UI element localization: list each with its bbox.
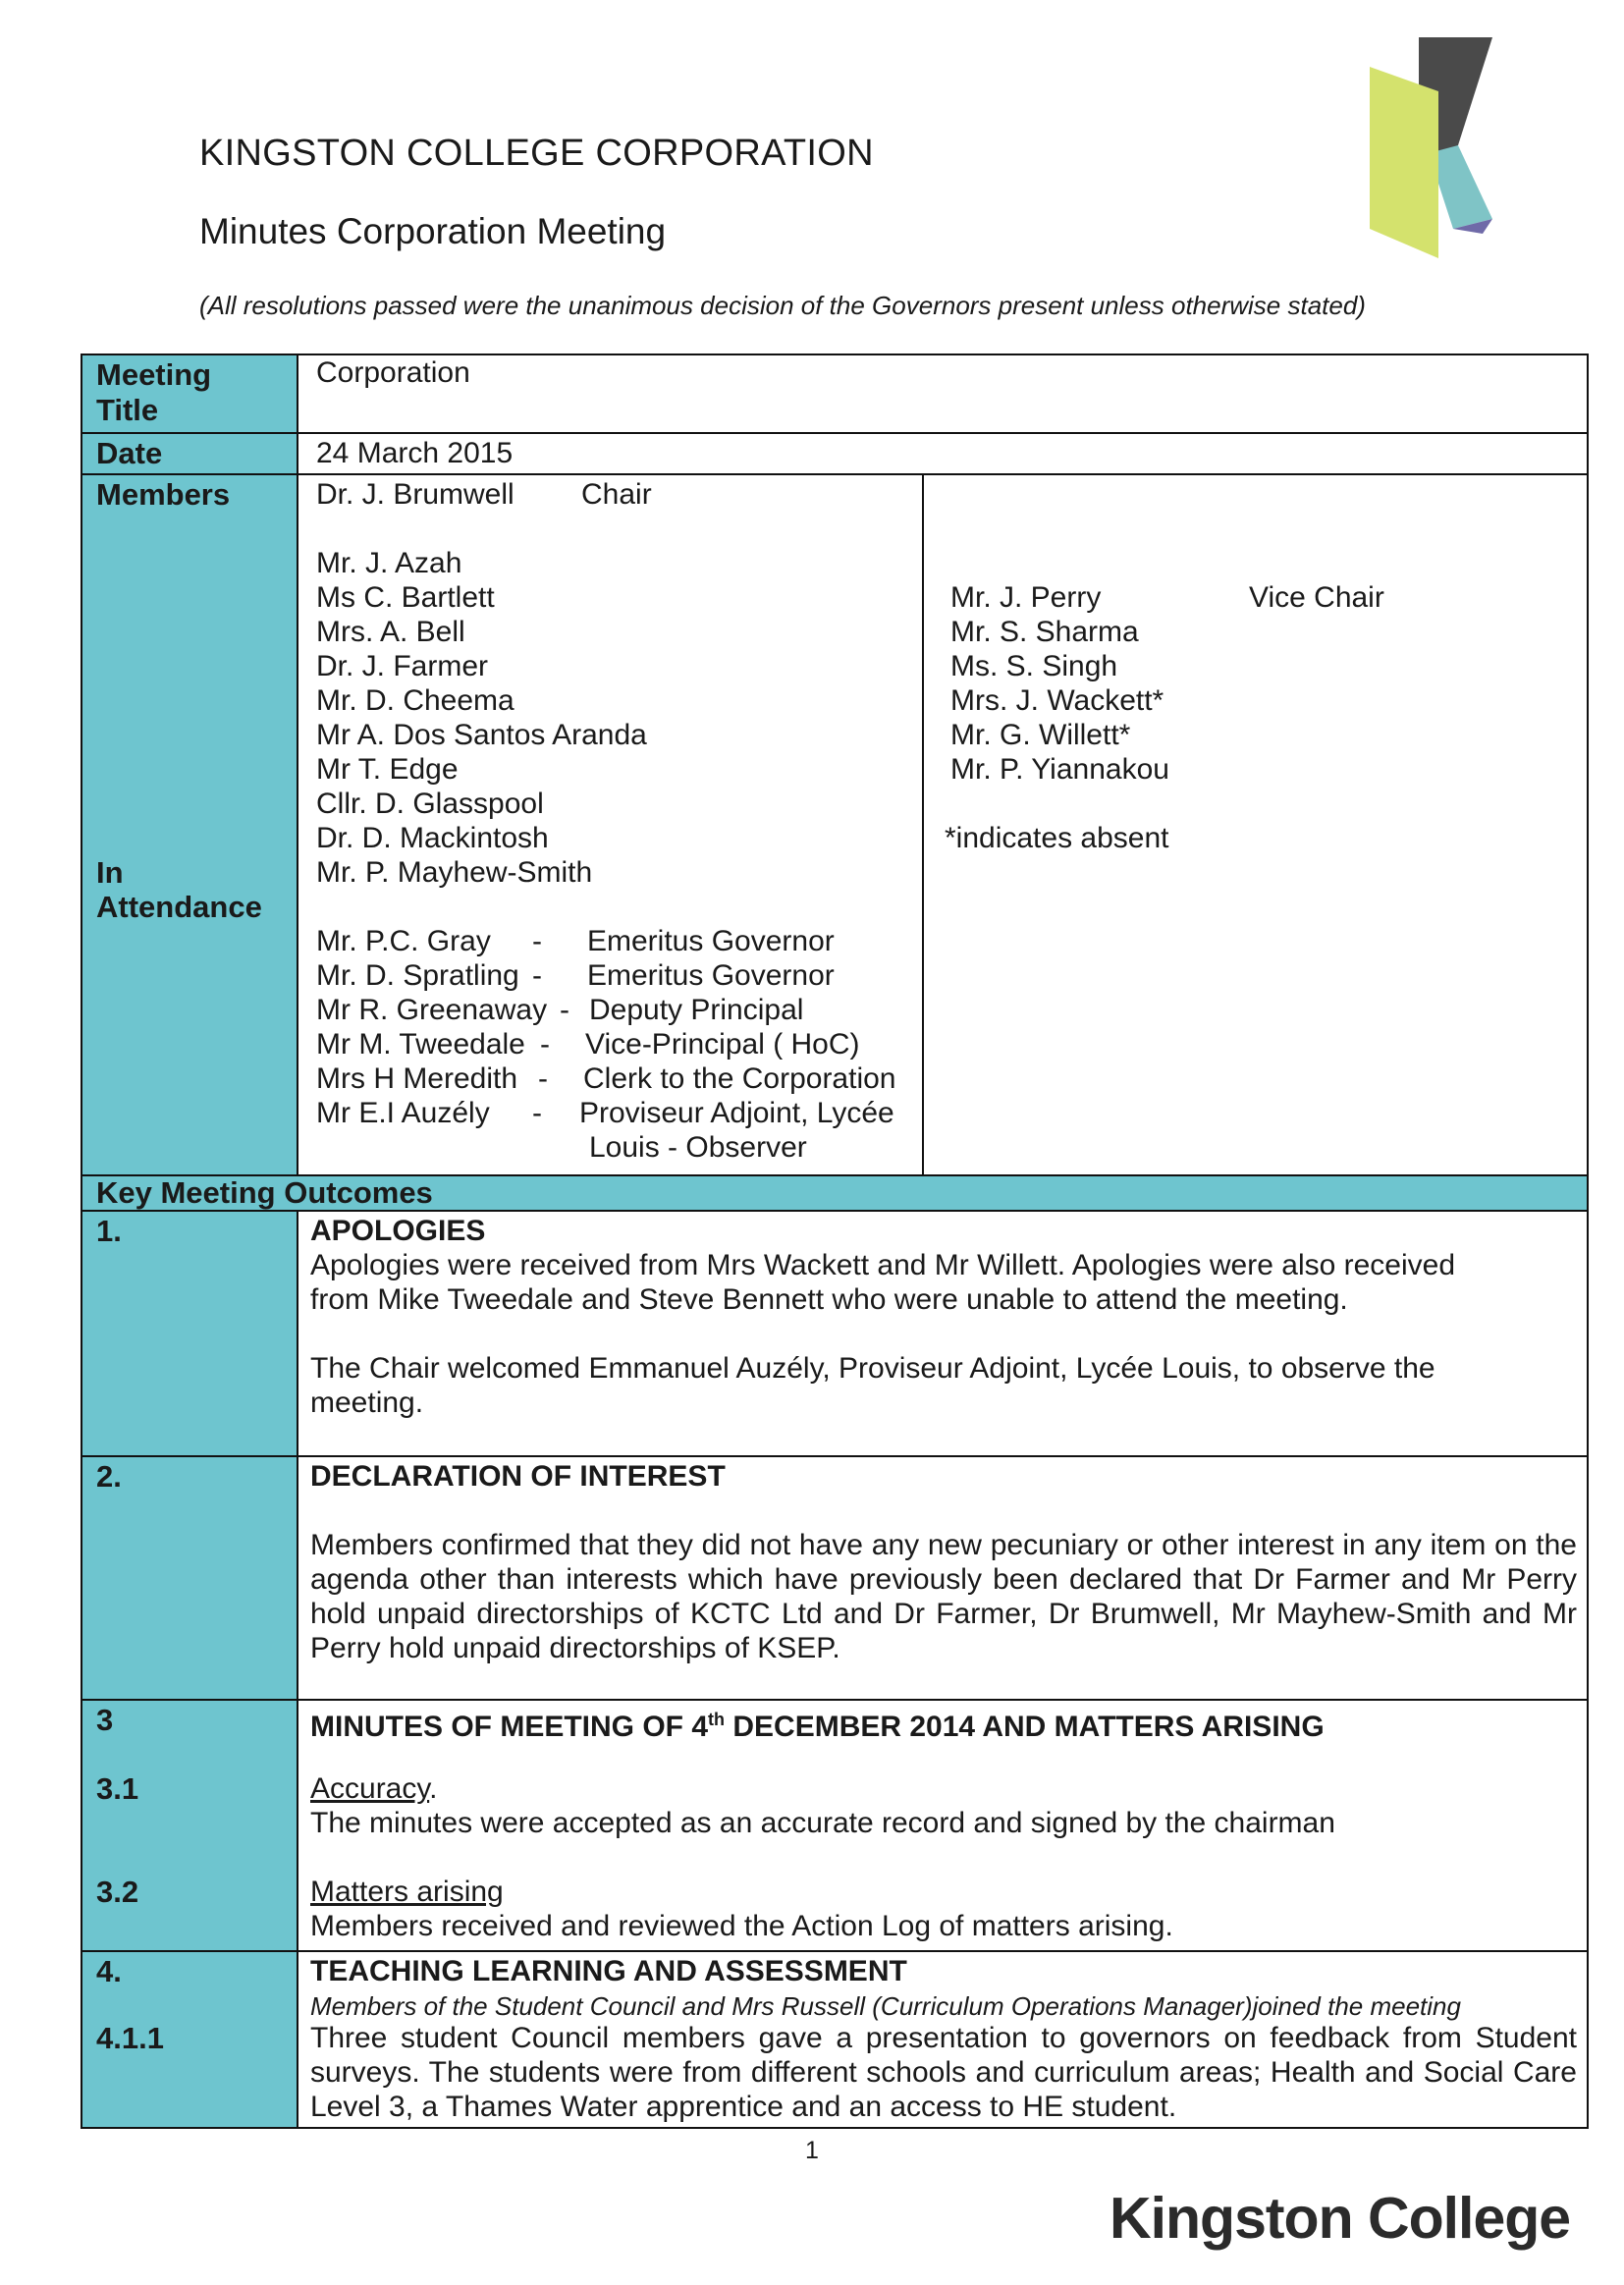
document-title: Minutes Corporation Meeting xyxy=(199,211,667,251)
item-paragraph: Members confirmed that they did not have any new pecuniary or other interest in any item on the agenda other than interests which have previously been declared that Dr Farmer and Mr Perry hold unpaid directorships of KCTC Ltd and Dr Farmer, Dr Brumwell, Mr Mayhew-Smith and Mr Perry hold unpaid directorships of KSEP. xyxy=(310,1529,1577,1664)
attendee-role: Proviseur Adjoint, Lycée xyxy=(579,1097,894,1129)
item-text: from Mike Tweedale and Steve Bennett who were unable to attend the meeting. xyxy=(310,1283,1348,1316)
attendee-role: Emeritus Governor xyxy=(587,959,835,992)
item-text: Apologies were received from Mrs Wackett and Mr Willett. Apologies were also received xyxy=(310,1249,1456,1281)
member-left: Dr. J. Farmer xyxy=(316,650,489,682)
attendee-name: Mr. D. Spratling xyxy=(316,959,519,992)
attendee-sep: - xyxy=(532,1097,542,1129)
item-text: The minutes were accepted as an accurate record and signed by the chairman xyxy=(310,1807,1335,1839)
chair-role: Chair xyxy=(581,478,652,511)
meeting-title-value: Corporation xyxy=(316,356,470,389)
attendee-name: Mrs H Meredith xyxy=(316,1062,518,1095)
attendee-name: Mr E.I Auzély xyxy=(316,1097,490,1129)
attendance-label-2: Attendance xyxy=(96,890,262,924)
member-right: Mr. P. Yiannakou xyxy=(950,753,1169,786)
date-value: 24 March 2015 xyxy=(316,437,514,469)
attendee-role: Clerk to the Corporation xyxy=(583,1062,896,1095)
item-text: meeting. xyxy=(310,1387,424,1419)
attendee-name: Mr. P.C. Gray xyxy=(316,925,491,957)
item-heading: DECLARATION OF INTEREST xyxy=(310,1460,726,1493)
sub-item-number: 4.1.1 xyxy=(96,2021,164,2055)
sub-item-number: 3.2 xyxy=(96,1875,139,1909)
member-left: Mr A. Dos Santos Aranda xyxy=(316,719,647,751)
member-left: Mr. P. Mayhew-Smith xyxy=(316,856,593,889)
accuracy-heading: Accuracy. xyxy=(310,1772,438,1805)
member-left: Mr. J. Azah xyxy=(316,547,462,579)
attendance-label-1: In xyxy=(96,855,124,890)
item-number: 3 xyxy=(96,1703,114,1737)
attendee-role: Emeritus Governor xyxy=(587,925,835,957)
meeting-title-label-2: Title xyxy=(96,393,159,427)
chair-name: Dr. J. Brumwell xyxy=(316,478,514,511)
member-left: Mr T. Edge xyxy=(316,753,459,786)
attendee-sep: - xyxy=(560,994,569,1026)
item-note: Members of the Student Council and Mrs Russell (Curriculum Operations Manager)joined the meeting xyxy=(310,1991,1461,2021)
member-right: Mr. S. Sharma xyxy=(950,616,1139,648)
item-number: 4. xyxy=(96,1954,122,1988)
item-heading: APOLOGIES xyxy=(310,1215,486,1247)
organization-title: KINGSTON COLLEGE CORPORATION xyxy=(199,133,874,174)
kingston-logo-icon xyxy=(1360,37,1507,263)
matters-heading: Matters arising xyxy=(310,1876,504,1908)
member-left: Mrs. A. Bell xyxy=(316,616,465,648)
attendee-name: Mr M. Tweedale xyxy=(316,1028,525,1061)
item-text: Members received and reviewed the Action Log of matters arising. xyxy=(310,1910,1173,1942)
member-right: Mr. G. Willett* xyxy=(950,719,1131,751)
resolutions-note: (All resolutions passed were the unanimous decision of the Governors present unless otherwise stated) xyxy=(199,291,1366,320)
attendee-role: Vice-Principal ( HoC) xyxy=(585,1028,860,1061)
page-number: 1 xyxy=(805,2137,819,2164)
minutes-table xyxy=(81,354,1589,2129)
attendee-role: Deputy Principal xyxy=(589,994,804,1026)
attendee-name: Mr R. Greenaway xyxy=(316,994,548,1026)
member-left: Mr. D. Cheema xyxy=(316,684,514,717)
item-paragraph: Three student Council members gave a presentation to governors on feedback from Student surveys. The students were from different schools and curriculum areas; Health and Social Care Level 3, a Thames Water apprentice and an access to HE student. xyxy=(310,2022,1577,2123)
outcomes-heading: Key Meeting Outcomes xyxy=(96,1175,433,1210)
attendee-sep: - xyxy=(540,1028,550,1061)
member-right: Mrs. J. Wackett* xyxy=(950,684,1164,717)
vice-chair-role: Vice Chair xyxy=(1249,581,1384,614)
meeting-title-label-1: Meeting xyxy=(96,357,212,392)
attendee-role-cont: Louis - Observer xyxy=(589,1131,807,1164)
date-label: Date xyxy=(96,436,163,470)
item-text: The Chair welcomed Emmanuel Auzély, Proviseur Adjoint, Lycée Louis, to observe the xyxy=(310,1352,1435,1385)
members-label: Members xyxy=(96,477,231,512)
item-number: 1. xyxy=(96,1214,122,1248)
member-left: Cllr. D. Glasspool xyxy=(316,788,544,820)
member-left: Dr. D. Mackintosh xyxy=(316,822,549,854)
attendee-sep: - xyxy=(538,1062,548,1095)
item-number: 2. xyxy=(96,1459,122,1494)
sub-item-number: 3.1 xyxy=(96,1771,139,1806)
member-right: Ms. S. Singh xyxy=(950,650,1118,682)
member-left: Ms C. Bartlett xyxy=(316,581,495,614)
attendee-sep: - xyxy=(532,925,542,957)
brand-wordmark: Kingston College xyxy=(1110,2186,1571,2251)
item-heading: TEACHING LEARNING AND ASSESSMENT xyxy=(310,1955,907,1987)
attendee-sep: - xyxy=(532,959,542,992)
member-right: Mr. J. Perry xyxy=(950,581,1102,614)
absent-note: *indicates absent xyxy=(945,822,1169,854)
item-heading: MINUTES OF MEETING OF 4th DECEMBER 2014 AND MATTERS ARISING xyxy=(310,1710,1325,1743)
